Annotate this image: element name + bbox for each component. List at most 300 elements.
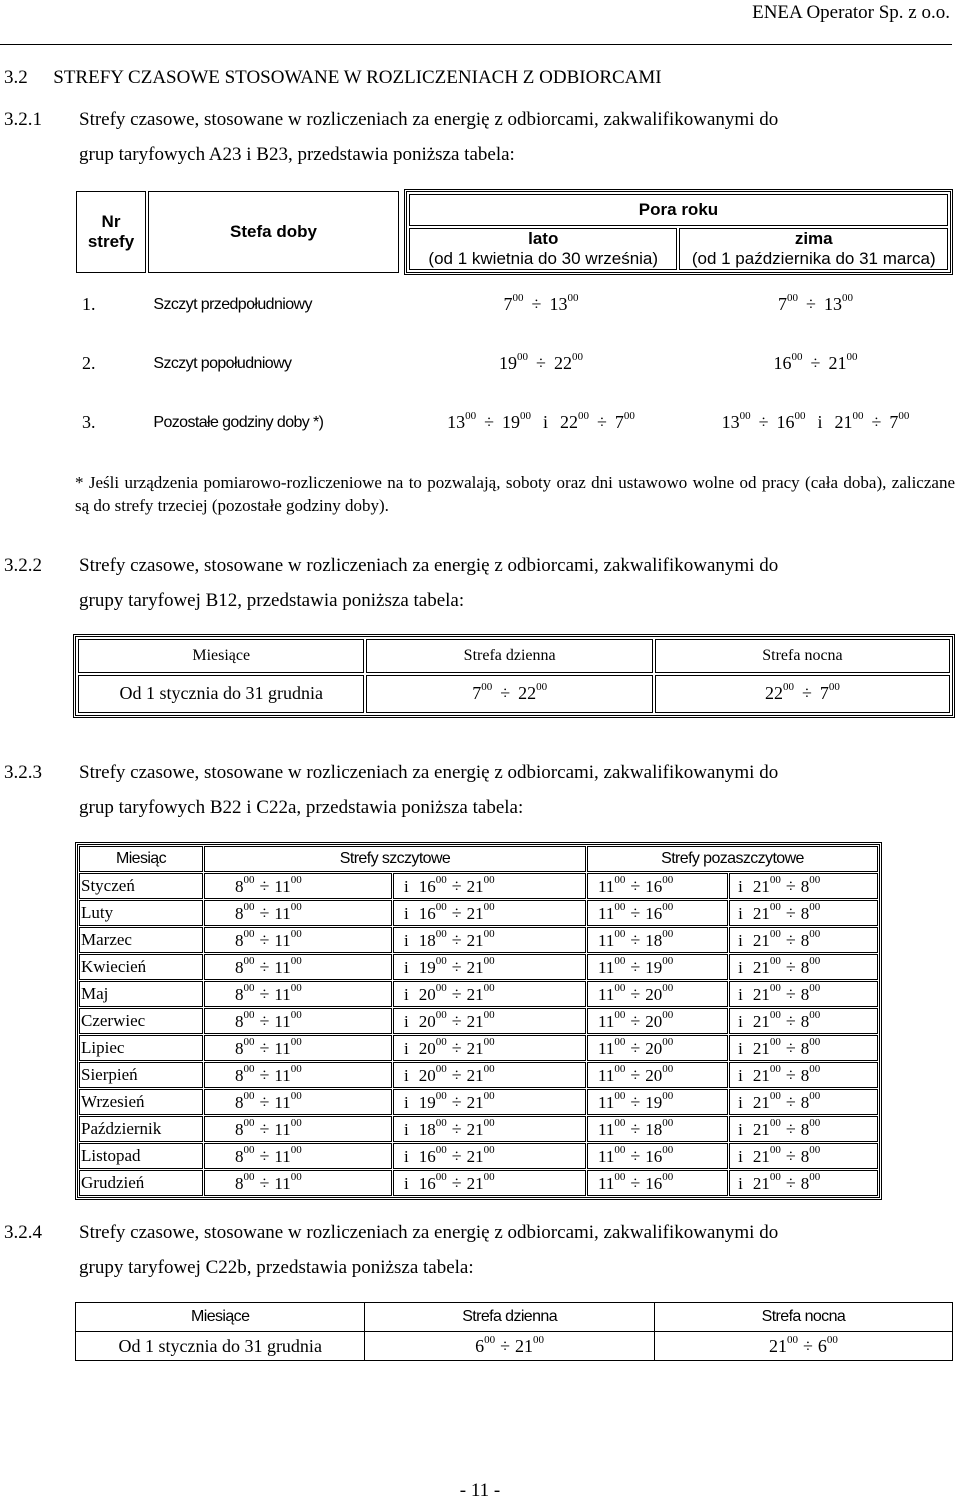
- time-minutes: 00: [662, 954, 674, 967]
- month-name: Lipiec: [79, 1035, 203, 1061]
- time-value: $20^{00}$: [418, 1008, 447, 1031]
- peak-morning: [204, 1116, 392, 1142]
- section-heading: [4, 67, 662, 89]
- peak-evening: [393, 1089, 586, 1115]
- time-minutes: 00: [483, 1143, 495, 1156]
- time-minutes: 00: [809, 1116, 821, 1129]
- time-value: $11^{00}$: [598, 1062, 626, 1085]
- time-value: $16^{00}$: [418, 900, 447, 923]
- time-minutes: 00: [809, 981, 821, 994]
- peak-evening: [393, 1035, 586, 1061]
- time-value: $16^{00}$: [645, 900, 674, 923]
- time-value: $21^{00}$: [752, 1089, 781, 1112]
- time-value: $11^{00}$: [274, 981, 302, 1004]
- time-minutes: 00: [809, 873, 821, 886]
- division-sign: ÷: [785, 956, 796, 977]
- offpeak-day: [587, 1170, 728, 1196]
- time-value: $7^{00}$: [614, 410, 635, 432]
- time-minutes: 00: [243, 981, 255, 994]
- division-sign: ÷: [785, 1091, 796, 1112]
- time-value: $8^{00}$: [235, 981, 255, 1004]
- conjunction: i: [404, 1173, 409, 1193]
- time-minutes: 00: [769, 1143, 781, 1156]
- time-value: $21^{00}$: [466, 1062, 495, 1085]
- time-value: $7^{00}$: [503, 292, 524, 314]
- conjunction: i: [738, 1146, 743, 1166]
- time-value: $11^{00}$: [274, 1062, 302, 1085]
- time-minutes: 00: [614, 873, 626, 886]
- time-value: $16^{00}$: [773, 351, 803, 373]
- offpeak-night: [729, 954, 878, 980]
- time-minutes: 00: [571, 351, 583, 363]
- time-minutes: 00: [614, 900, 626, 913]
- time-minutes: 00: [536, 681, 548, 694]
- offpeak-day: [587, 1089, 728, 1115]
- conjunction: i: [404, 1119, 409, 1139]
- time-minutes: 00: [846, 351, 858, 363]
- time-value: $11^{00}$: [598, 1008, 626, 1031]
- time-minutes: 00: [243, 1035, 255, 1048]
- time-minutes: 00: [828, 681, 840, 694]
- header-strefy-szczytowe: Strefy szczytowe: [204, 846, 586, 872]
- time-minutes: 00: [567, 292, 579, 304]
- peak-morning: [204, 1062, 392, 1088]
- zone-number: 1.: [82, 294, 96, 314]
- time-minutes: 00: [243, 873, 255, 886]
- division-sign: ÷: [785, 1010, 796, 1031]
- paragraph-number: 3.2.1: [4, 109, 42, 130]
- time-minutes: 00: [483, 1035, 495, 1048]
- time-minutes: 00: [243, 1008, 255, 1021]
- time-minutes: 00: [483, 927, 495, 940]
- division-sign: ÷: [500, 683, 511, 704]
- time-minutes: 00: [435, 1170, 447, 1183]
- time-minutes: 00: [809, 1143, 821, 1156]
- month-name: Wrzesień: [79, 1089, 203, 1115]
- time-value: $11^{00}$: [274, 954, 302, 977]
- table-row: [79, 1170, 878, 1196]
- division-sign: ÷: [630, 1010, 641, 1031]
- time-value: $22^{00}$: [764, 681, 794, 704]
- winter-hours: [678, 393, 953, 452]
- time-value: $21^{00}$: [752, 1170, 781, 1193]
- division-sign: ÷: [785, 1172, 796, 1193]
- time-minutes: 00: [243, 1116, 255, 1129]
- conjunction: i: [738, 930, 743, 950]
- time-value: $6^{00}$: [817, 1333, 838, 1356]
- table-b12: [76, 637, 952, 715]
- time-value: $20^{00}$: [418, 1035, 447, 1058]
- time-value: $22^{00}$: [553, 351, 583, 373]
- time-minutes: 00: [623, 410, 635, 422]
- time-value: $16^{00}$: [645, 1170, 674, 1193]
- zone-name: Szczyt popołudniowy: [153, 354, 292, 372]
- time-value: $8^{00}$: [800, 954, 821, 977]
- time-value: $7^{00}$: [889, 410, 910, 432]
- header-miesiace: Miesiące: [76, 1303, 365, 1332]
- division-sign: ÷: [871, 412, 882, 432]
- time-minutes: 00: [809, 954, 821, 967]
- night-zone-cell: [655, 675, 950, 713]
- time-minutes: 00: [614, 1116, 626, 1129]
- division-sign: ÷: [259, 983, 270, 1004]
- header-lato: lato (od 1 kwietnia do 30 września): [409, 228, 678, 270]
- time-minutes: 00: [435, 1116, 447, 1129]
- time-minutes: 00: [769, 1008, 781, 1021]
- page-number: - 11 -: [459, 1480, 501, 1501]
- table-row: [79, 1116, 878, 1142]
- conjunction: i: [738, 984, 743, 1004]
- time-minutes: 00: [435, 900, 447, 913]
- peak-evening: [393, 954, 586, 980]
- time-value: $19^{00}$: [645, 954, 674, 977]
- time-value: $21^{00}$: [752, 954, 781, 977]
- time-minutes: 00: [243, 1170, 255, 1183]
- division-sign: ÷: [630, 1037, 641, 1058]
- time-minutes: 00: [243, 1143, 255, 1156]
- time-value: $18^{00}$: [645, 927, 674, 950]
- time-minutes: 00: [483, 981, 495, 994]
- division-sign: ÷: [785, 983, 796, 1004]
- time-value: $21^{00}$: [466, 900, 495, 923]
- time-value: $8^{00}$: [235, 1062, 255, 1085]
- time-minutes: 00: [614, 1062, 626, 1075]
- paragraph-text: grup taryfowych A23 i B23, przedstawia poniższa tabela:: [79, 144, 515, 165]
- division-sign: ÷: [451, 1064, 462, 1085]
- division-sign: ÷: [259, 1010, 270, 1031]
- peak-evening: [393, 1008, 586, 1034]
- peak-evening: [393, 1143, 586, 1169]
- peak-morning: [204, 954, 392, 980]
- time-value: $11^{00}$: [274, 1170, 302, 1193]
- time-value: $20^{00}$: [645, 1062, 674, 1085]
- offpeak-night: [729, 1089, 878, 1115]
- offpeak-day: [587, 1035, 728, 1061]
- time-minutes: 00: [483, 1008, 495, 1021]
- time-minutes: 00: [791, 351, 803, 363]
- time-minutes: 00: [481, 681, 493, 694]
- table-row: [79, 873, 878, 899]
- time-value: $13^{00}$: [447, 410, 477, 432]
- day-zone-cell: [365, 1332, 654, 1361]
- peak-evening: [393, 927, 586, 953]
- division-sign: ÷: [259, 1064, 270, 1085]
- time-minutes: 00: [290, 873, 302, 886]
- paragraph-text: grupy taryfowej C22b, przedstawia poniższa tabela:: [79, 1257, 474, 1278]
- offpeak-day: [587, 1143, 728, 1169]
- time-value: $18^{00}$: [418, 927, 447, 950]
- time-value: $21^{00}$: [752, 1116, 781, 1139]
- time-value: $8^{00}$: [800, 1116, 821, 1139]
- time-minutes: 00: [243, 1062, 255, 1075]
- time-minutes: 00: [465, 410, 477, 422]
- time-value: $16^{00}$: [418, 873, 447, 896]
- time-minutes: 00: [435, 1062, 447, 1075]
- time-value: $16^{00}$: [418, 1143, 447, 1166]
- time-minutes: 00: [769, 1035, 781, 1048]
- time-value: $21^{00}$: [752, 1035, 781, 1058]
- header-strefy-pozaszczytowe: Strefy pozaszczytowe: [587, 846, 878, 872]
- division-sign: ÷: [802, 1335, 813, 1356]
- time-minutes: 00: [769, 927, 781, 940]
- time-value: $11^{00}$: [598, 1035, 626, 1058]
- time-minutes: 00: [787, 292, 799, 304]
- time-value: $21^{00}$: [752, 1008, 781, 1031]
- peak-morning: [204, 873, 392, 899]
- conjunction: i: [738, 1119, 743, 1139]
- section-number: 3.2: [4, 67, 28, 88]
- time-value: $11^{00}$: [598, 927, 626, 950]
- peak-morning: [204, 927, 392, 953]
- table-c22b: [75, 1302, 953, 1361]
- peak-evening: [393, 1116, 586, 1142]
- division-sign: ÷: [451, 983, 462, 1004]
- time-minutes: 00: [662, 900, 674, 913]
- paragraph-3-2-4: [4, 1215, 959, 1285]
- time-value: $11^{00}$: [598, 1143, 626, 1166]
- time-value: $21^{00}$: [466, 873, 495, 896]
- division-sign: ÷: [451, 1010, 462, 1031]
- time-minutes: 00: [484, 1333, 496, 1346]
- time-value: $8^{00}$: [235, 1008, 255, 1031]
- time-value: $11^{00}$: [274, 873, 302, 896]
- conjunction: i: [404, 1146, 409, 1166]
- time-value: $21^{00}$: [466, 1116, 495, 1139]
- division-sign: ÷: [484, 412, 494, 432]
- time-value: $21^{00}$: [466, 954, 495, 977]
- time-minutes: 00: [243, 1089, 255, 1102]
- time-minutes: 00: [769, 954, 781, 967]
- conjunction: i: [404, 1065, 409, 1085]
- time-value: $11^{00}$: [274, 927, 302, 950]
- time-value: $19^{00}$: [499, 351, 529, 373]
- division-sign: ÷: [630, 929, 641, 950]
- paragraph-3-2-2: [4, 548, 959, 618]
- time-minutes: 00: [614, 954, 626, 967]
- time-value: $8^{00}$: [800, 1143, 821, 1166]
- table-row: [79, 1008, 878, 1034]
- time-value: $8^{00}$: [800, 981, 821, 1004]
- time-minutes: 00: [769, 873, 781, 886]
- conjunction: i: [738, 1173, 743, 1193]
- header-strefa-nocna: Strefa nocna: [654, 1303, 952, 1332]
- time-minutes: 00: [483, 1062, 495, 1075]
- zone-number: 3.: [82, 412, 96, 432]
- time-minutes: 00: [841, 292, 853, 304]
- division-sign: ÷: [810, 353, 821, 373]
- time-minutes: 00: [662, 1008, 674, 1021]
- paragraph-3-2-3: [4, 755, 959, 825]
- time-minutes: 00: [483, 900, 495, 913]
- division-sign: ÷: [785, 875, 796, 896]
- time-minutes: 00: [243, 954, 255, 967]
- division-sign: ÷: [451, 1118, 462, 1139]
- conjunction: i: [738, 1065, 743, 1085]
- time-value: $8^{00}$: [235, 1035, 255, 1058]
- time-minutes: 00: [519, 410, 531, 422]
- time-value: $21^{00}$: [752, 1062, 781, 1085]
- month-name: Maj: [79, 981, 203, 1007]
- time-minutes: 00: [614, 1089, 626, 1102]
- winter-hours: [678, 275, 953, 334]
- time-minutes: 00: [614, 927, 626, 940]
- time-value: $19^{00}$: [418, 1089, 447, 1112]
- time-value: $8^{00}$: [235, 873, 255, 896]
- conjunction: i: [404, 984, 409, 1004]
- month-name: Listopad: [79, 1143, 203, 1169]
- division-sign: ÷: [259, 1145, 270, 1166]
- header-pora-roku: Pora roku: [409, 194, 948, 226]
- time-value: $22^{00}$: [560, 410, 589, 432]
- offpeak-night: [729, 927, 878, 953]
- time-value: $21^{00}$: [768, 1333, 798, 1356]
- time-value: $18^{00}$: [645, 1116, 674, 1139]
- time-minutes: 00: [533, 1333, 545, 1346]
- time-minutes: 00: [290, 954, 302, 967]
- time-minutes: 00: [512, 292, 524, 304]
- paragraph-number: 3.2.3: [4, 762, 42, 783]
- division-sign: ÷: [259, 1091, 270, 1112]
- division-sign: ÷: [785, 1118, 796, 1139]
- offpeak-day: [587, 1062, 728, 1088]
- time-value: $21^{00}$: [752, 927, 781, 950]
- offpeak-night: [729, 1116, 878, 1142]
- time-value: $22^{00}$: [518, 681, 548, 704]
- division-sign: ÷: [451, 902, 462, 923]
- division-sign: ÷: [630, 1172, 641, 1193]
- division-sign: ÷: [785, 1037, 796, 1058]
- offpeak-day: [587, 1116, 728, 1142]
- time-minutes: 00: [662, 1143, 674, 1156]
- conjunction: i: [738, 876, 743, 896]
- division-sign: ÷: [259, 929, 270, 950]
- offpeak-night: [729, 873, 878, 899]
- time-value: $8^{00}$: [800, 1170, 821, 1193]
- division-sign: ÷: [785, 929, 796, 950]
- time-minutes: 00: [662, 873, 674, 886]
- time-value: $21^{00}$: [466, 1035, 495, 1058]
- offpeak-night: [729, 1170, 878, 1196]
- division-sign: ÷: [451, 875, 462, 896]
- time-minutes: 00: [614, 1008, 626, 1021]
- peak-evening: [393, 981, 586, 1007]
- time-value: $11^{00}$: [274, 1008, 302, 1031]
- table-row: [74, 393, 953, 452]
- month-name: Luty: [79, 900, 203, 926]
- division-sign: ÷: [630, 875, 641, 896]
- division-sign: ÷: [801, 683, 812, 704]
- time-value: $11^{00}$: [598, 981, 626, 1004]
- division-sign: ÷: [451, 929, 462, 950]
- header-strefa-dzienna: Strefa dzienna: [365, 1303, 654, 1332]
- offpeak-day: [587, 873, 728, 899]
- header-strefa-nocna: Strefa nocna: [655, 639, 950, 673]
- summer-hours: [404, 393, 678, 452]
- time-minutes: 00: [483, 873, 495, 886]
- summer-hours: [404, 334, 678, 393]
- division-sign: ÷: [630, 1064, 641, 1085]
- division-sign: ÷: [259, 956, 270, 977]
- time-value: $16^{00}$: [776, 410, 806, 432]
- time-value: $11^{00}$: [598, 1170, 626, 1193]
- division-sign: ÷: [597, 412, 607, 432]
- time-value: $11^{00}$: [598, 900, 626, 923]
- conjunction: i: [817, 412, 823, 432]
- division-sign: ÷: [630, 1091, 641, 1112]
- time-minutes: 00: [794, 410, 806, 422]
- division-sign: ÷: [451, 1091, 462, 1112]
- zone-number: 2.: [82, 353, 96, 373]
- period-cell: Od 1 stycznia do 31 grudnia: [78, 675, 364, 713]
- time-value: $20^{00}$: [645, 1035, 674, 1058]
- time-value: $21^{00}$: [466, 981, 495, 1004]
- paragraph-text: Strefy czasowe, stosowane w rozliczeniach za energię z odbiorcami, zakwalifikowanymi do: [79, 109, 779, 130]
- time-value: $11^{00}$: [274, 1116, 302, 1139]
- time-minutes: 00: [290, 1170, 302, 1183]
- table-row: [74, 275, 953, 334]
- header-zima: zima (od 1 października do 31 marca): [679, 228, 948, 270]
- time-minutes: 00: [290, 981, 302, 994]
- division-sign: ÷: [630, 1145, 641, 1166]
- time-minutes: 00: [898, 410, 910, 422]
- time-minutes: 00: [786, 1333, 798, 1346]
- division-sign: ÷: [451, 1145, 462, 1166]
- time-value: $7^{00}$: [472, 681, 493, 704]
- division-sign: ÷: [536, 353, 546, 373]
- time-minutes: 00: [290, 1089, 302, 1102]
- peak-morning: [204, 981, 392, 1007]
- time-minutes: 00: [243, 900, 255, 913]
- paragraph-number: 3.2.4: [4, 1222, 42, 1243]
- time-minutes: 00: [483, 1116, 495, 1129]
- table-row: [79, 1062, 878, 1088]
- time-value: $7^{00}$: [819, 681, 840, 704]
- time-minutes: 00: [290, 1062, 302, 1075]
- time-minutes: 00: [826, 1333, 838, 1346]
- peak-morning: [204, 1143, 392, 1169]
- time-minutes: 00: [809, 1062, 821, 1075]
- division-sign: ÷: [259, 1037, 270, 1058]
- time-value: $8^{00}$: [800, 1035, 821, 1058]
- time-value: $21^{00}$: [515, 1333, 545, 1356]
- time-minutes: 00: [290, 1143, 302, 1156]
- table-b22-c22a-frame: [75, 842, 882, 1200]
- footnote: * Jeśli urządzenia pomiarowo-rozliczeniowe na to pozwalają, soboty oraz dni ustawowo wolne od pracy (cała doba), zaliczane są do strefy trzeciej (pozostałe godziny doby).: [75, 473, 955, 515]
- time-value: $8^{00}$: [800, 873, 821, 896]
- time-minutes: 00: [435, 873, 447, 886]
- division-sign: ÷: [451, 1037, 462, 1058]
- time-minutes: 00: [435, 1089, 447, 1102]
- time-minutes: 00: [435, 1035, 447, 1048]
- time-minutes: 00: [517, 351, 529, 363]
- offpeak-night: [729, 1008, 878, 1034]
- header-miesiac: Miesiąc: [79, 846, 203, 872]
- header-rule: [0, 44, 952, 45]
- time-minutes: 00: [290, 1116, 302, 1129]
- conjunction: i: [404, 1092, 409, 1112]
- table-row: [79, 900, 878, 926]
- time-value: $11^{00}$: [598, 1116, 626, 1139]
- division-sign: ÷: [451, 956, 462, 977]
- division-sign: ÷: [785, 902, 796, 923]
- document-header: ENEA Operator Sp. z o.o.: [752, 2, 950, 23]
- month-name: Październik: [79, 1116, 203, 1142]
- offpeak-day: [587, 900, 728, 926]
- paragraph-text: Strefy czasowe, stosowane w rozliczeniach za energię z odbiorcami, zakwalifikowanymi do: [79, 555, 779, 576]
- night-zone-cell: [654, 1332, 952, 1361]
- time-value: $21^{00}$: [466, 1089, 495, 1112]
- conjunction: i: [738, 1038, 743, 1058]
